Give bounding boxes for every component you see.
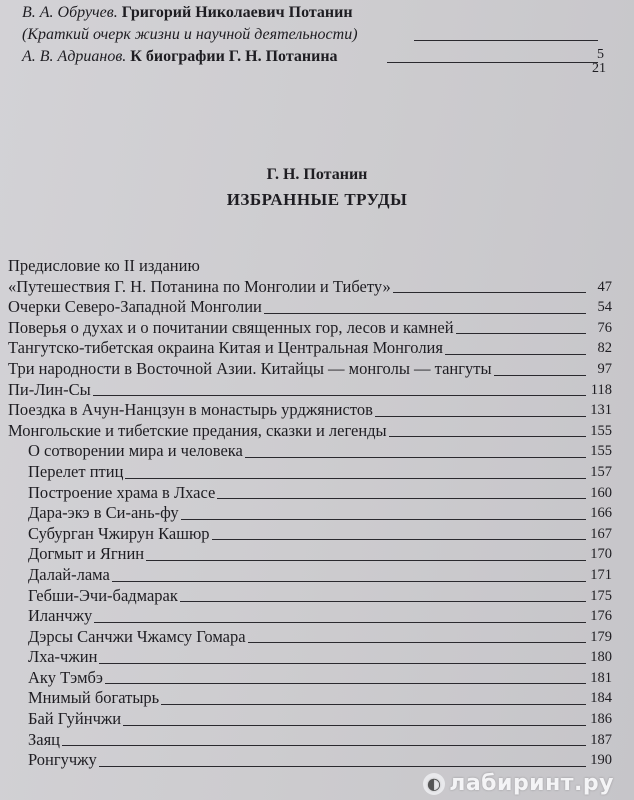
legend-entry-title: Субурган Чжирун Кашюр [28, 523, 210, 543]
legend-entry-page: 190 [590, 752, 612, 769]
toc-entry-page: 118 [590, 381, 612, 398]
legend-entry [8, 586, 612, 607]
legend-entry [8, 483, 612, 504]
legend-entry-title: О сотворении мира и человека [28, 441, 243, 461]
leader-line [123, 725, 586, 726]
leader-line [99, 663, 586, 664]
legend-entry-title: Иланчжу [28, 606, 93, 626]
leader-line [212, 539, 586, 540]
obruchev-subtitle: (Краткий очерк жизни и научной деятельности) [22, 26, 358, 43]
toc-entry-title: Тангутско-тибетская окраина Китая и Центральная Монголия [8, 338, 443, 358]
toc-entry [8, 318, 612, 339]
leader-line [245, 457, 586, 458]
legend-entry [8, 709, 612, 730]
legend-entry [8, 462, 612, 483]
toc-entry-title: Три народности в Восточной Азии. Китайцы — монголы — тангуты [8, 358, 492, 378]
leader-line [105, 683, 586, 684]
leader-line [494, 375, 586, 376]
legend-entry-page: 175 [590, 587, 612, 604]
author-heading: Г. Н. Потанин [266, 166, 368, 183]
legend-entry [8, 606, 612, 627]
legend-entry [8, 750, 612, 771]
legend-entry-title: Бай Гуйнчжи [28, 709, 122, 729]
obruchev-entry [22, 2, 612, 24]
legend-entry-title: Лха-чжин [28, 647, 98, 667]
legend-entry-title: Заяц [28, 729, 61, 749]
legend-entry [8, 503, 612, 524]
toc-entry-page: 54 [597, 299, 612, 316]
leader-line [414, 40, 598, 41]
legend-entry-page: 166 [590, 505, 612, 522]
legend-entry [8, 688, 612, 709]
toc-entry [8, 421, 612, 442]
labirint-logo-icon: ◐ [423, 773, 445, 795]
leader-line [248, 642, 586, 643]
legend-entry-page: 179 [590, 628, 612, 645]
leader-line [202, 272, 586, 273]
front-matter [22, 2, 612, 76]
legend-entry-title: Построение храма в Лхасе [28, 482, 216, 502]
toc-entry-page: 97 [597, 360, 612, 377]
legend-entry-title: Дара-экэ в Си-ань-фу [28, 503, 179, 523]
legend-entry [8, 544, 612, 565]
legend-entry-title: Мнимый богатырь [28, 688, 160, 708]
legend-entry [8, 441, 612, 462]
adrianov-title: К биографии Г. Н. Потанина [130, 48, 338, 65]
toc-entry-title: Предисловие ко II изданию [8, 256, 200, 275]
leader-line [393, 292, 586, 293]
title-heading: ИЗБРАННЫЕ ТРУДЫ [226, 190, 408, 209]
leader-line [456, 333, 586, 334]
adrianov-page: 21 [592, 61, 606, 76]
legend-entry-page: 170 [590, 546, 612, 563]
legend-entry-page: 181 [590, 669, 612, 686]
toc-entry-title: Очерки Северо-Западной Монголии [8, 297, 262, 317]
toc-entry-title: Поверья о духах и о почитании священных гор, лесов и камней [8, 317, 454, 337]
leader-line [112, 581, 586, 582]
legend-entry-title: Догмыт и Ягнин [28, 544, 145, 564]
legend-entry-title: Перелет птиц [28, 461, 124, 481]
legend-entry-page: 155 [590, 443, 612, 460]
leader-line [94, 622, 586, 623]
toc-entry [8, 338, 612, 359]
leader-line [93, 395, 586, 396]
legend-entry-page: 187 [590, 731, 612, 748]
leader-line [217, 498, 586, 499]
toc-entry-page: 82 [597, 340, 612, 357]
watermark-text: лабиринт.ру [449, 771, 614, 796]
adrianov-author: А. В. Адрианов. [22, 48, 127, 65]
toc-entry [8, 277, 612, 298]
legend-entry-title: Ронгучжу [28, 750, 97, 770]
legend-entry-title: Дэрсы Санчжи Чжамсу Гомара [28, 626, 246, 646]
toc-entry [8, 256, 612, 277]
legend-entry-page: 160 [590, 484, 612, 501]
leader-line [146, 560, 586, 561]
leader-line [387, 62, 598, 63]
watermark [423, 771, 614, 796]
legend-entry-title: Аку Тэмбэ [28, 667, 104, 687]
toc-entry [8, 359, 612, 380]
toc-entry [8, 297, 612, 318]
toc-entry-page: 76 [597, 319, 612, 336]
adrianov-entry [22, 46, 612, 76]
legend-entry [8, 565, 612, 586]
legend-entry-title: Далай-лама [28, 564, 110, 584]
table-of-contents [8, 256, 612, 771]
legend-entry-page: 167 [590, 525, 612, 542]
legend-entry-page: 184 [590, 690, 612, 707]
leader-line [161, 704, 586, 705]
leader-line [264, 313, 586, 314]
toc-entry-title: Пи-Лин-Сы [8, 379, 91, 399]
leader-line [389, 436, 586, 437]
leader-line [180, 601, 586, 602]
toc-entry-page: 131 [590, 402, 612, 419]
toc-entry-title: «Путешествия Г. Н. Потанина по Монголии и Тибету» [8, 276, 391, 296]
leader-line [375, 416, 586, 417]
leader-line [181, 519, 586, 520]
obruchev-title: Григорий Николаевич Потанин [121, 4, 353, 21]
toc-entry-page: 47 [597, 278, 612, 295]
leader-line [99, 766, 586, 767]
obruchev-author: В. А. Обручев. [22, 4, 118, 21]
legend-entry-title: Гебши-Эчи-бадмарак [28, 585, 178, 605]
legend-entry [8, 668, 612, 689]
legend-entry [8, 627, 612, 648]
obruchev-page: 5 [597, 47, 604, 62]
toc-entry-title: Монгольские и тибетские предания, сказки и легенды [8, 420, 387, 440]
legend-entry-page: 157 [590, 463, 612, 480]
toc-entry-page: 155 [590, 422, 612, 439]
legend-entry-page: 176 [590, 608, 612, 625]
leader-line [62, 745, 586, 746]
toc-entry-title: Поездка в Ачун-Нанцзун в монастырь урджянистов [8, 400, 373, 420]
obruchev-subtitle-row [22, 24, 612, 46]
legend-entry [8, 647, 612, 668]
legend-entry-page: 180 [590, 649, 612, 666]
toc-entry [8, 400, 612, 421]
legend-entry [8, 524, 612, 545]
legend-entry [8, 730, 612, 751]
leader-line [445, 354, 586, 355]
legend-entry-page: 186 [590, 711, 612, 728]
legend-entry-page: 171 [590, 566, 612, 583]
leader-line [125, 478, 586, 479]
toc-entry [8, 380, 612, 401]
